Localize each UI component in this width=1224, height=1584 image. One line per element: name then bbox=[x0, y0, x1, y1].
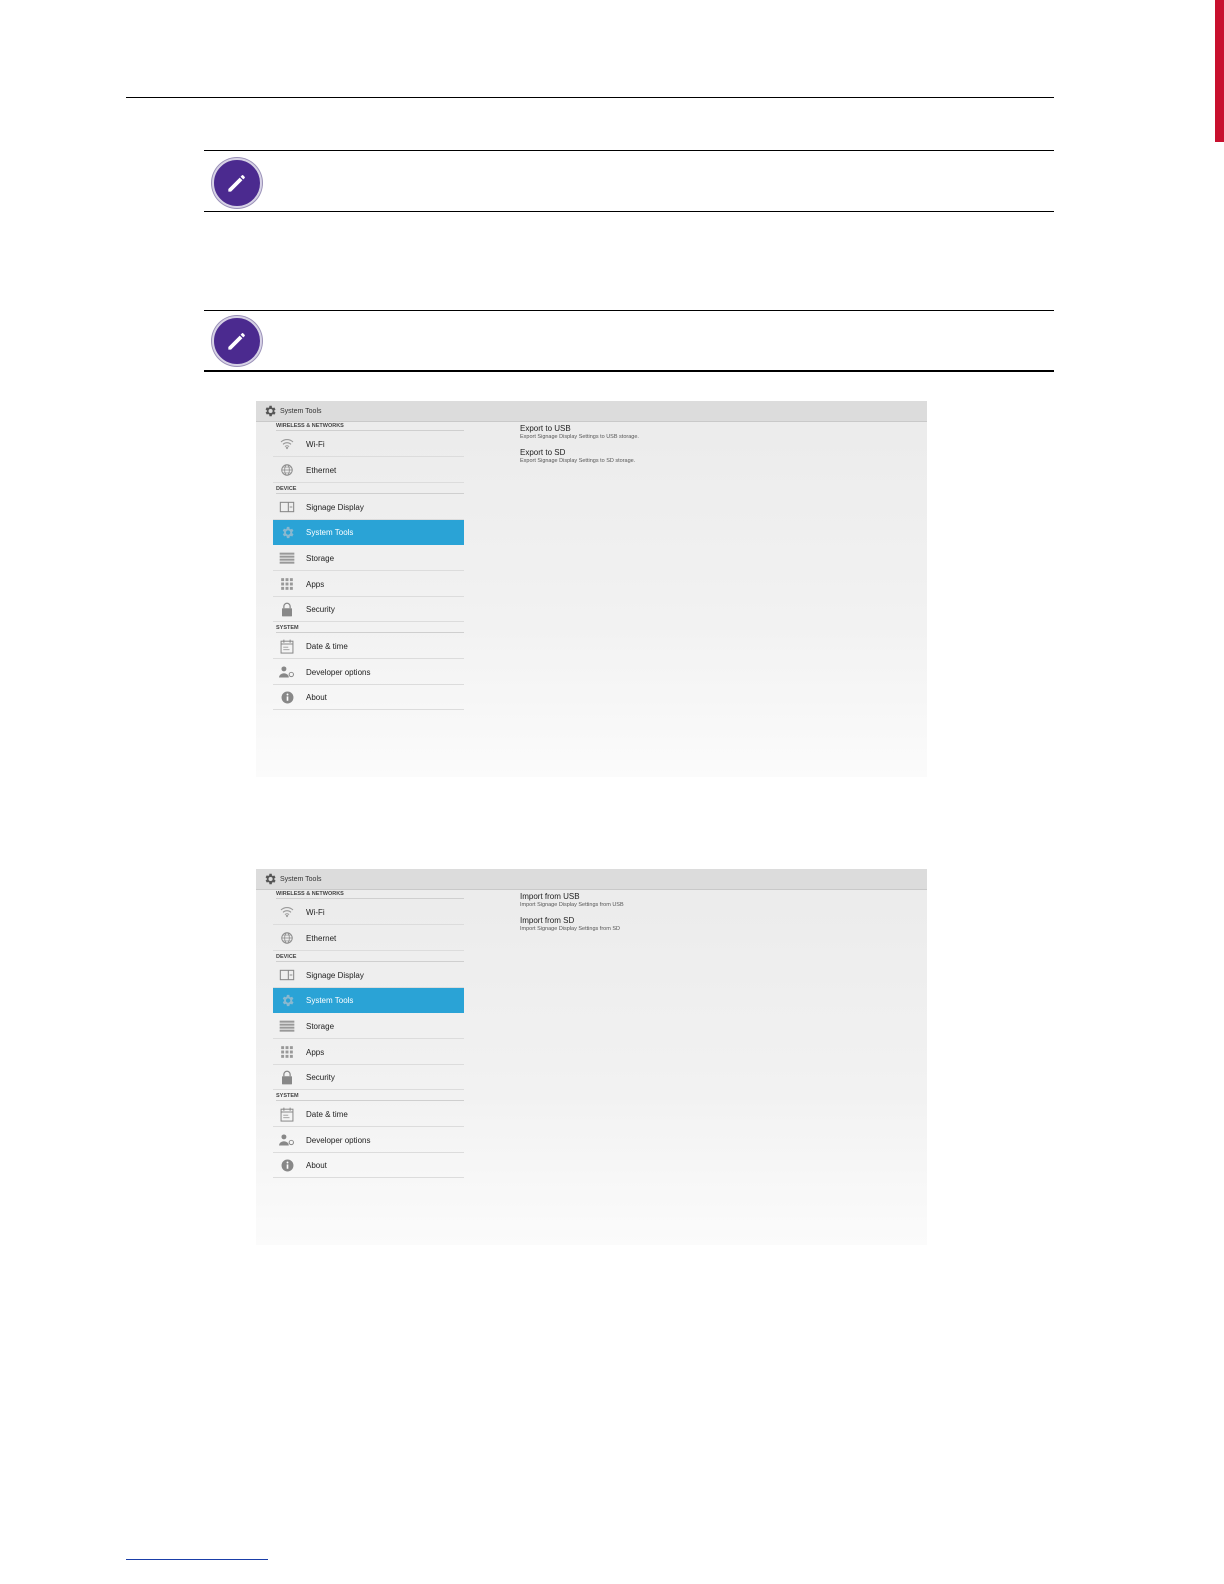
header-rule bbox=[126, 97, 1054, 98]
menu-label: Developer options bbox=[306, 667, 371, 677]
developer-icon bbox=[279, 664, 295, 680]
menu-label: Date & time bbox=[306, 1109, 348, 1119]
menu-item-apps[interactable] bbox=[273, 1040, 464, 1065]
option-title: Import from SD bbox=[520, 916, 575, 925]
lock-icon bbox=[279, 601, 295, 617]
storage-icon bbox=[279, 550, 295, 566]
menu-item-wifi[interactable] bbox=[273, 900, 464, 925]
gear-icon bbox=[279, 992, 295, 1008]
info-icon bbox=[279, 689, 295, 705]
option-description: Export Signage Display Settings to SD storage. bbox=[520, 458, 636, 464]
gear-icon bbox=[263, 404, 277, 418]
menu-label: About bbox=[306, 692, 327, 702]
apps-grid-icon bbox=[279, 576, 295, 592]
option-description: Import Signage Display Settings from SD bbox=[520, 926, 620, 932]
note2-top-rule bbox=[204, 310, 1054, 311]
option-export-sd[interactable] bbox=[520, 448, 820, 465]
note1-bottom-rule bbox=[204, 211, 1054, 212]
menu-label: Security bbox=[306, 1072, 335, 1082]
apps-grid-icon bbox=[279, 1044, 295, 1060]
menu-item-apps[interactable] bbox=[273, 572, 464, 597]
menu-label: Storage bbox=[306, 1021, 335, 1031]
menu-item-storage[interactable] bbox=[273, 546, 464, 571]
import-settings-screenshot bbox=[256, 869, 927, 1245]
section-device: DEVICE bbox=[276, 486, 464, 494]
menu-item-wifi[interactable] bbox=[273, 432, 464, 457]
info-icon bbox=[279, 1157, 295, 1173]
menu-label: Date & time bbox=[306, 641, 348, 651]
note2-bottom-rule bbox=[204, 370, 1054, 372]
menu-item-ethernet[interactable] bbox=[273, 458, 464, 483]
menu-label: Apps bbox=[306, 1047, 325, 1057]
section-system: SYSTEM bbox=[276, 1093, 464, 1101]
pencil-icon bbox=[212, 316, 262, 366]
wifi-icon bbox=[279, 904, 295, 920]
menu-item-storage[interactable] bbox=[273, 1014, 464, 1039]
menu-item-about[interactable] bbox=[273, 1153, 464, 1178]
menu-item-date-time[interactable] bbox=[273, 634, 464, 659]
pencil-icon bbox=[212, 158, 262, 208]
option-title: Export to USB bbox=[520, 424, 571, 433]
menu-label: Storage bbox=[306, 553, 335, 563]
section-system: SYSTEM bbox=[276, 625, 464, 633]
title-bar bbox=[256, 869, 927, 890]
note1-top-rule bbox=[204, 150, 1054, 151]
menu-label: Developer options bbox=[306, 1135, 371, 1145]
display-icon bbox=[279, 499, 295, 515]
menu-label: System Tools bbox=[306, 527, 354, 537]
menu-item-system-tools[interactable] bbox=[273, 520, 464, 545]
option-title: Export to SD bbox=[520, 448, 566, 457]
menu-item-security[interactable] bbox=[273, 1065, 464, 1090]
gear-icon bbox=[279, 524, 295, 540]
export-settings-screenshot bbox=[256, 401, 927, 777]
footer-link-underline bbox=[126, 1559, 268, 1560]
globe-icon bbox=[279, 930, 295, 946]
title-bar bbox=[256, 401, 927, 422]
globe-icon bbox=[279, 462, 295, 478]
display-icon bbox=[279, 967, 295, 983]
menu-item-developer-options[interactable] bbox=[273, 1128, 464, 1153]
menu-label: Ethernet bbox=[306, 933, 337, 943]
menu-label: Wi-Fi bbox=[306, 907, 325, 917]
menu-item-about[interactable] bbox=[273, 685, 464, 710]
storage-icon bbox=[279, 1018, 295, 1034]
menu-item-system-tools[interactable] bbox=[273, 988, 464, 1013]
menu-label: Ethernet bbox=[306, 465, 337, 475]
option-import-usb[interactable] bbox=[520, 892, 820, 909]
menu-item-signage-display[interactable] bbox=[273, 495, 464, 520]
menu-label: Security bbox=[306, 604, 335, 614]
section-wireless-networks: WIRELESS & NETWORKS bbox=[276, 423, 464, 431]
option-description: Export Signage Display Settings to USB storage. bbox=[520, 434, 639, 440]
menu-label: About bbox=[306, 1160, 327, 1170]
lock-icon bbox=[279, 1069, 295, 1085]
wifi-icon bbox=[279, 436, 295, 452]
option-description: Import Signage Display Settings from USB bbox=[520, 902, 624, 908]
menu-label: Signage Display bbox=[306, 502, 364, 512]
edge-tab bbox=[1215, 0, 1224, 142]
menu-item-developer-options[interactable] bbox=[273, 660, 464, 685]
menu-item-ethernet[interactable] bbox=[273, 926, 464, 951]
menu-label: Apps bbox=[306, 579, 325, 589]
developer-icon bbox=[279, 1132, 295, 1148]
option-export-usb[interactable] bbox=[520, 424, 820, 441]
window-title: System Tools bbox=[280, 407, 322, 415]
menu-label: Wi-Fi bbox=[306, 439, 325, 449]
menu-label: System Tools bbox=[306, 995, 354, 1005]
section-device: DEVICE bbox=[276, 954, 464, 962]
menu-item-signage-display[interactable] bbox=[273, 963, 464, 988]
menu-item-date-time[interactable] bbox=[273, 1102, 464, 1127]
menu-item-security[interactable] bbox=[273, 597, 464, 622]
section-wireless-networks: WIRELESS & NETWORKS bbox=[276, 891, 464, 899]
gear-icon bbox=[263, 872, 277, 886]
option-title: Import from USB bbox=[520, 892, 580, 901]
window-title: System Tools bbox=[280, 875, 322, 883]
menu-label: Signage Display bbox=[306, 970, 364, 980]
calendar-icon bbox=[279, 638, 295, 654]
calendar-icon bbox=[279, 1106, 295, 1122]
option-import-sd[interactable] bbox=[520, 916, 820, 933]
